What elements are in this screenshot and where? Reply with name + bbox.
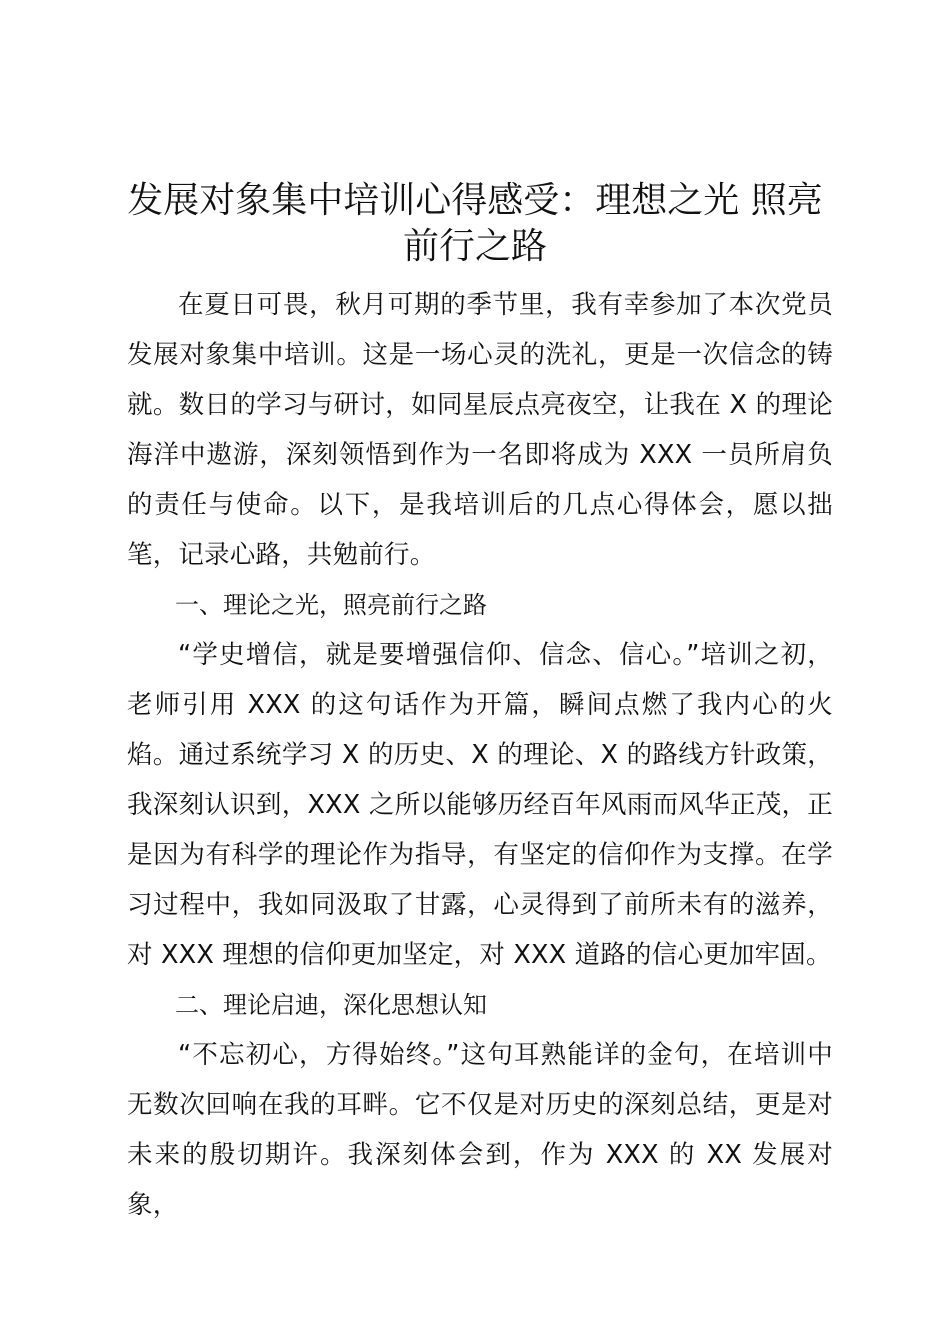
paragraph-section-2: “不忘初心，方得始终。”这句耳熟能详的金句，在培训中无数次回响在我的耳畔。它不仅是对历史的深刻总结，更是对未来的殷切期许。我深刻体会到，作为 XXX 的 XX 发展对象， (127, 1040, 833, 1220)
paragraph-intro: 在夏日可畏，秋月可期的季节里，我有幸参加了本次党员发展对象集中培训。这是一场心灵的洗礼，更是一次信念的铸就。数日的学习与研讨，如同星辰点亮夜空，让我在 X 的理论海洋中遨游，深刻领悟到作为一名即将成为 XXX 一员所肩负的责任与使命。以下，是我培训后的几点心得体会，愿以拙笔，记录心路，共勉前行。 (127, 290, 833, 570)
document-body (127, 280, 833, 1230)
section-heading-2: 二、理论启迪，深化思想认知 (175, 991, 487, 1019)
document-title: 发展对象集中培训心得感受：理想之光 照亮前行之路 (127, 180, 823, 267)
section-heading-1: 一、理论之光，照亮前行之路 (175, 591, 487, 619)
paragraph-section-1: “学史增信，就是要增强信仰、信念、信心。”培训之初，老师引用 XXX 的这句话作为开篇，瞬间点燃了我内心的火焰。通过系统学习 X 的历史、X 的理论、X 的路线方针政策，我深刻认识到，XXX 之所以能够历经百年风雨而风华正茂，正是因为有科学的理论作为指导，有坚定的信仰作为支撑。在学习过程中，我如同汲取了甘露，心灵得到了前所未有的滋养，对 XXX 理想的信仰更加坚定，对 XXX 道路的信心更加牢固。 (127, 640, 833, 970)
